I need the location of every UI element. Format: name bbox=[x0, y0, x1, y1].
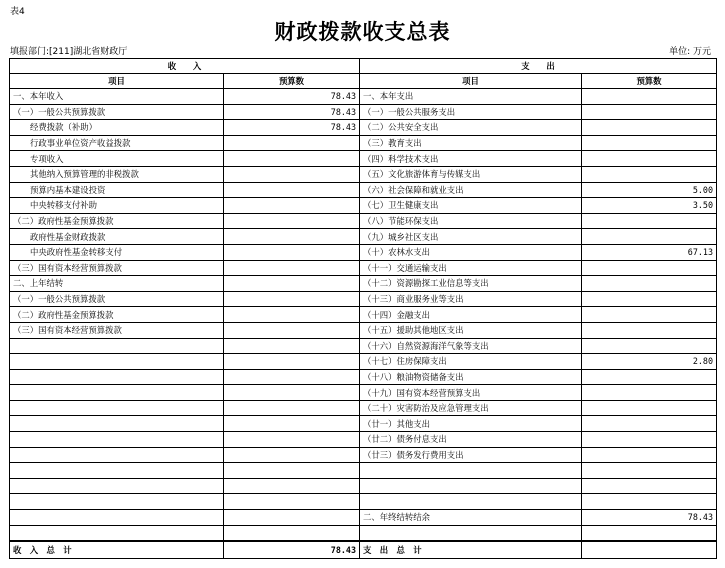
expense-item-cell: （九）城乡社区支出 bbox=[360, 229, 582, 245]
expense-value-cell bbox=[582, 89, 717, 105]
expense-value-cell bbox=[582, 135, 717, 151]
expense-value-cell bbox=[582, 525, 717, 541]
expense-item-cell: （十一）交通运输支出 bbox=[360, 260, 582, 276]
income-item-header: 项目 bbox=[10, 74, 224, 89]
expense-item-header: 项目 bbox=[360, 74, 582, 89]
income-item-cell bbox=[10, 354, 224, 370]
section-header-row bbox=[10, 59, 717, 74]
table-row bbox=[10, 432, 717, 448]
income-value-cell bbox=[224, 276, 360, 292]
income-item-cell bbox=[10, 494, 224, 510]
table-row bbox=[10, 307, 717, 323]
income-value-cell bbox=[224, 494, 360, 510]
income-value-cell bbox=[224, 198, 360, 214]
expense-header: 支 出 bbox=[360, 59, 717, 74]
expense-item-cell: （十四）金融支出 bbox=[360, 307, 582, 323]
column-header-row bbox=[10, 74, 717, 89]
table-row bbox=[10, 354, 717, 370]
expense-item-cell bbox=[360, 494, 582, 510]
table-row bbox=[10, 416, 717, 432]
table-row bbox=[10, 213, 717, 229]
income-value-cell bbox=[224, 229, 360, 245]
table-row bbox=[10, 291, 717, 307]
expense-value-cell bbox=[582, 478, 717, 494]
income-value-cell bbox=[224, 338, 360, 354]
expense-item-cell: （二）公共安全支出 bbox=[360, 120, 582, 136]
expense-value-cell bbox=[582, 494, 717, 510]
expense-value-cell bbox=[582, 400, 717, 416]
table-row bbox=[10, 244, 717, 260]
expense-value-cell: 5.00 bbox=[582, 182, 717, 198]
expense-value-cell bbox=[582, 291, 717, 307]
income-item-cell: 一、本年收入 bbox=[10, 89, 224, 105]
income-item-cell: 预算内基本建设投资 bbox=[10, 182, 224, 198]
expense-item-cell: （廿二）债务付息支出 bbox=[360, 432, 582, 448]
table-row bbox=[10, 135, 717, 151]
table-row bbox=[10, 229, 717, 245]
income-value-cell bbox=[224, 463, 360, 479]
expense-value-cell bbox=[582, 338, 717, 354]
expense-value-cell bbox=[582, 120, 717, 136]
income-value-cell bbox=[224, 213, 360, 229]
income-value-cell bbox=[224, 182, 360, 198]
budget-table bbox=[9, 58, 717, 559]
table-row bbox=[10, 322, 717, 338]
expense-item-cell bbox=[360, 463, 582, 479]
table-row bbox=[10, 89, 717, 105]
expense-budget-header: 预算数 bbox=[582, 74, 717, 89]
expense-item-cell: 一、本年支出 bbox=[360, 89, 582, 105]
expense-total-value bbox=[582, 541, 717, 559]
income-item-cell bbox=[10, 525, 224, 541]
expense-item-cell: 二、年终结转结余 bbox=[360, 510, 582, 526]
income-value-cell: 78.43 bbox=[224, 104, 360, 120]
income-value-cell bbox=[224, 354, 360, 370]
table-row bbox=[10, 385, 717, 401]
income-total-label: 收 入 总 计 bbox=[10, 541, 224, 559]
table-row bbox=[10, 120, 717, 136]
expense-item-cell: （八）节能环保支出 bbox=[360, 213, 582, 229]
income-item-cell: 二、上年结转 bbox=[10, 276, 224, 292]
expense-value-cell bbox=[582, 416, 717, 432]
expense-value-cell bbox=[582, 447, 717, 463]
income-item-cell bbox=[10, 400, 224, 416]
income-value-cell bbox=[224, 244, 360, 260]
expense-item-cell: （十九）国有资本经营预算支出 bbox=[360, 385, 582, 401]
reporting-department: 填报部门:[211]湖北省财政厅 bbox=[10, 47, 128, 57]
expense-item-cell: （十七）住房保障支出 bbox=[360, 354, 582, 370]
expense-value-cell bbox=[582, 166, 717, 182]
expense-item-cell bbox=[360, 478, 582, 494]
income-item-cell: 行政事业单位资产收益拨款 bbox=[10, 135, 224, 151]
table-row bbox=[10, 276, 717, 292]
income-value-cell bbox=[224, 135, 360, 151]
table-row bbox=[10, 151, 717, 167]
expense-value-cell: 67.13 bbox=[582, 244, 717, 260]
table-row bbox=[10, 338, 717, 354]
expense-total-label: 支 出 总 计 bbox=[360, 541, 582, 559]
income-item-cell: （二）政府性基金预算拨款 bbox=[10, 307, 224, 323]
expense-item-cell: （六）社会保障和就业支出 bbox=[360, 182, 582, 198]
table-row bbox=[10, 369, 717, 385]
income-value-cell bbox=[224, 447, 360, 463]
income-item-cell: 中央转移支付补助 bbox=[10, 198, 224, 214]
expense-item-cell: （七）卫生健康支出 bbox=[360, 198, 582, 214]
table-row bbox=[10, 260, 717, 276]
total-row bbox=[10, 541, 717, 559]
income-item-cell: （一）一般公共预算拨款 bbox=[10, 104, 224, 120]
income-value-cell bbox=[224, 432, 360, 448]
form-tag: 表4 bbox=[10, 7, 25, 17]
income-item-cell bbox=[10, 510, 224, 526]
table-row bbox=[10, 166, 717, 182]
expense-value-cell bbox=[582, 260, 717, 276]
unit-label: 单位: 万元 bbox=[669, 47, 711, 57]
page-title: 财政拨款收支总表 bbox=[274, 19, 451, 44]
income-value-cell bbox=[224, 307, 360, 323]
expense-value-cell bbox=[582, 463, 717, 479]
income-item-cell: （二）政府性基金预算拨款 bbox=[10, 213, 224, 229]
expense-value-cell bbox=[582, 213, 717, 229]
income-value-cell bbox=[224, 525, 360, 541]
expense-value-cell bbox=[582, 322, 717, 338]
income-item-cell bbox=[10, 478, 224, 494]
table-row bbox=[10, 182, 717, 198]
income-item-cell bbox=[10, 338, 224, 354]
expense-item-cell: （十三）商业服务业等支出 bbox=[360, 291, 582, 307]
income-item-cell bbox=[10, 369, 224, 385]
table-row bbox=[10, 198, 717, 214]
income-item-cell: 专项收入 bbox=[10, 151, 224, 167]
income-header: 收 入 bbox=[10, 59, 360, 74]
income-item-cell: （三）国有资本经营预算拨款 bbox=[10, 260, 224, 276]
income-item-cell bbox=[10, 447, 224, 463]
expense-value-cell bbox=[582, 432, 717, 448]
expense-item-cell: （十六）自然资源海洋气象等支出 bbox=[360, 338, 582, 354]
expense-value-cell: 3.50 bbox=[582, 198, 717, 214]
expense-value-cell bbox=[582, 385, 717, 401]
income-item-cell: （一）一般公共预算拨款 bbox=[10, 291, 224, 307]
income-value-cell bbox=[224, 322, 360, 338]
income-value-cell bbox=[224, 478, 360, 494]
income-total-value: 78.43 bbox=[224, 541, 360, 559]
table-row bbox=[10, 510, 717, 526]
expense-item-cell bbox=[360, 525, 582, 541]
income-value-cell bbox=[224, 291, 360, 307]
expense-value-cell bbox=[582, 104, 717, 120]
table-body bbox=[10, 89, 717, 542]
income-item-cell: 中央政府性基金转移支付 bbox=[10, 244, 224, 260]
expense-value-cell bbox=[582, 229, 717, 245]
expense-item-cell: （廿三）债务发行费用支出 bbox=[360, 447, 582, 463]
income-value-cell bbox=[224, 166, 360, 182]
income-value-cell bbox=[224, 510, 360, 526]
expense-item-cell: （二十）灾害防治及应急管理支出 bbox=[360, 400, 582, 416]
table-row bbox=[10, 104, 717, 120]
income-item-cell bbox=[10, 416, 224, 432]
income-value-cell bbox=[224, 385, 360, 401]
table-row bbox=[10, 447, 717, 463]
table-row bbox=[10, 494, 717, 510]
expense-item-cell: （十二）资源勘探工业信息等支出 bbox=[360, 276, 582, 292]
income-item-cell bbox=[10, 463, 224, 479]
table-row bbox=[10, 525, 717, 541]
expense-item-cell: （三）教育支出 bbox=[360, 135, 582, 151]
income-value-cell: 78.43 bbox=[224, 89, 360, 105]
expense-item-cell: （十）农林水支出 bbox=[360, 244, 582, 260]
expense-item-cell: （十五）援助其他地区支出 bbox=[360, 322, 582, 338]
income-budget-header: 预算数 bbox=[224, 74, 360, 89]
expense-item-cell: （十八）粮油物资储备支出 bbox=[360, 369, 582, 385]
income-item-cell: 政府性基金财政拨款 bbox=[10, 229, 224, 245]
income-item-cell: （三）国有资本经营预算拨款 bbox=[10, 322, 224, 338]
table-row bbox=[10, 478, 717, 494]
expense-value-cell: 78.43 bbox=[582, 510, 717, 526]
expense-item-cell: （一）一般公共服务支出 bbox=[360, 104, 582, 120]
income-item-cell bbox=[10, 385, 224, 401]
expense-value-cell bbox=[582, 307, 717, 323]
expense-item-cell: （廿一）其他支出 bbox=[360, 416, 582, 432]
expense-value-cell bbox=[582, 151, 717, 167]
expense-item-cell: （五）文化旅游体育与传媒支出 bbox=[360, 166, 582, 182]
income-value-cell: 78.43 bbox=[224, 120, 360, 136]
income-item-cell: 其他纳入预算管理的非税拨款 bbox=[10, 166, 224, 182]
table-row bbox=[10, 400, 717, 416]
expense-value-cell bbox=[582, 276, 717, 292]
income-item-cell: 经费拨款（补助） bbox=[10, 120, 224, 136]
income-value-cell bbox=[224, 416, 360, 432]
table-row bbox=[10, 463, 717, 479]
expense-value-cell: 2.80 bbox=[582, 354, 717, 370]
income-value-cell bbox=[224, 260, 360, 276]
expense-value-cell bbox=[582, 369, 717, 385]
income-value-cell bbox=[224, 151, 360, 167]
expense-item-cell: （四）科学技术支出 bbox=[360, 151, 582, 167]
income-value-cell bbox=[224, 400, 360, 416]
income-value-cell bbox=[224, 369, 360, 385]
income-item-cell bbox=[10, 432, 224, 448]
